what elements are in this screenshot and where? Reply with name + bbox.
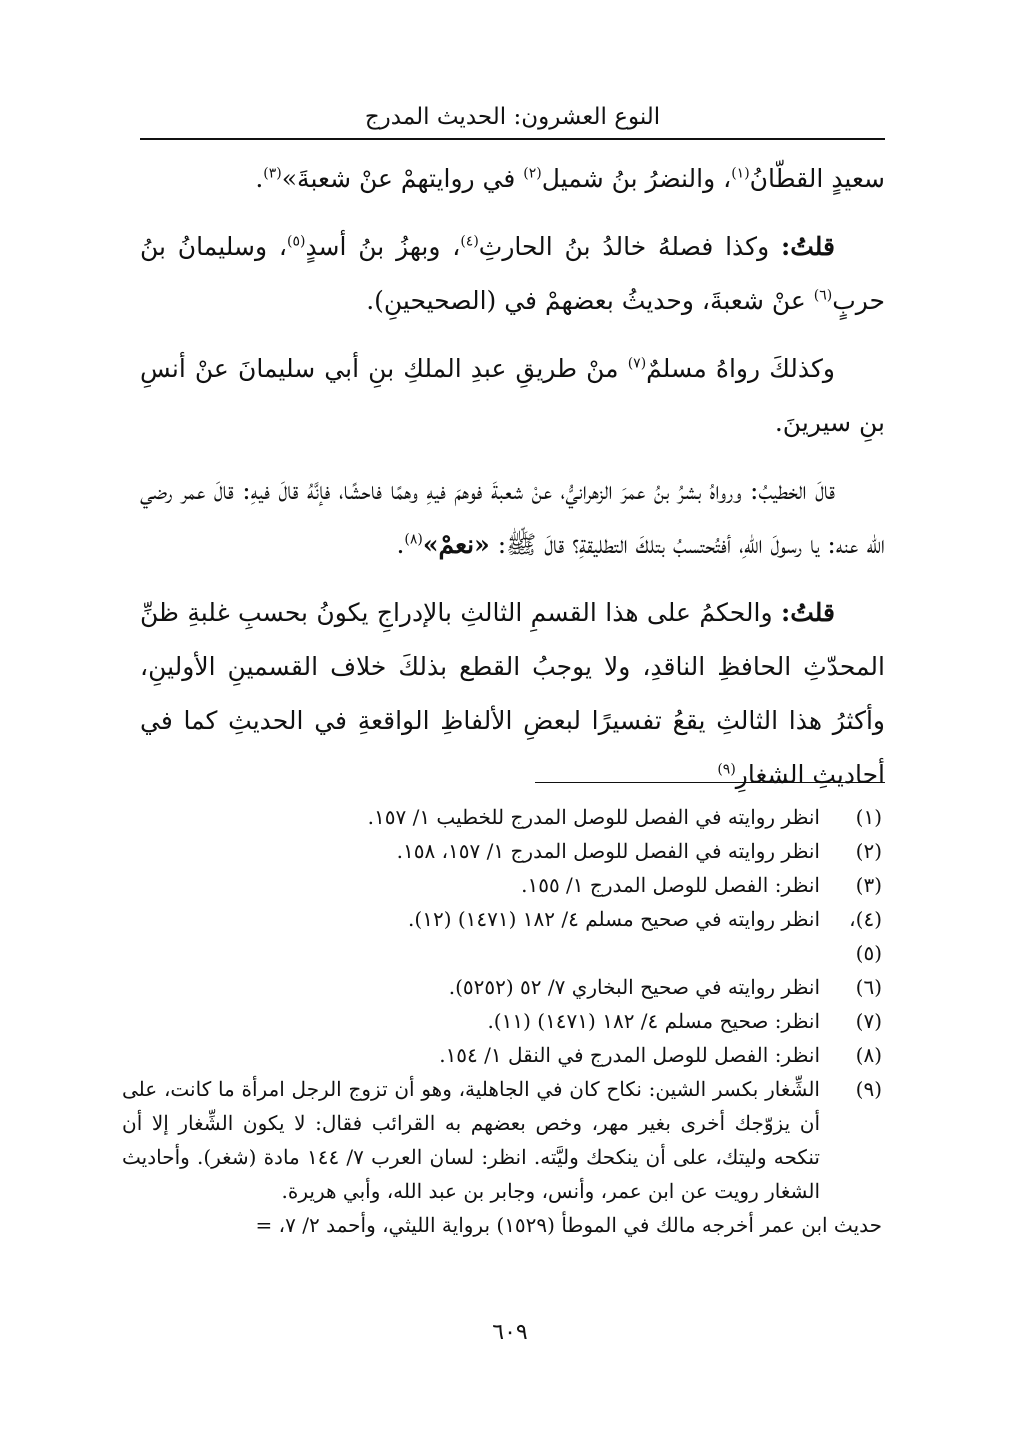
footnote-number: (٧): [855, 1009, 882, 1033]
footnote-text: انظر: صحيح مسلم ٤/ ١٨٢ (١٤٧١) (١١).: [487, 1009, 820, 1033]
footnote-item: [122, 1038, 882, 1072]
running-header: النوع العشرون: الحديث المدرج: [364, 104, 661, 130]
footnote-ref-9[interactable]: (٩): [717, 761, 736, 778]
paragraph-1: [140, 152, 885, 206]
footnote-item: [122, 1004, 882, 1038]
main-text: [140, 152, 885, 816]
text-run: منْ طريقِ عبدِ الملكِ بنِ أبي سليمانَ عنْ أنسِ بنِ سيرينَ.: [140, 354, 885, 437]
text-run: في روايتهمْ عنْ شعبةَ»: [281, 164, 524, 193]
footnote-item: [122, 868, 882, 902]
text-run: والحكمُ على هذا القسمِ الثالثِ بالإدراجِ يكونُ بحسبِ غلبةِ ظنِّ المحدّثِ الحافظِ الناقدِ، ولا يوجبُ القطع بذلكَ خلاف القسمينِ الأولينِ، وأكثرُ هذا الثالثِ يقعُ تفسيرًا لبعضِ الألفاظِ الواقعةِ في الحديثِ كما في أحاديثِ الشغارِ: [140, 598, 885, 789]
footnote-continuation: حديث ابن عمر أخرجه مالك في الموطأ (١٥٢٩) برواية الليثي، وأحمد ٢/ ٧، =: [255, 1213, 882, 1237]
footnote-ref-2[interactable]: (٢): [523, 165, 542, 182]
footnote-text: انظر روايته في الفصل للوصل المدرج للخطيب ١/ ١٥٧.: [367, 805, 820, 829]
footnote-number: (٩): [855, 1077, 882, 1101]
footnote-ref-6[interactable]: (٦): [813, 287, 833, 304]
text-run: .: [255, 164, 264, 193]
footnote-text: انظر روايته في الفصل للوصل المدرج ١/ ١٥٧، ١٥٨.: [396, 839, 820, 863]
footnote-divider: [535, 782, 885, 783]
footnote-ref-5[interactable]: (٥): [286, 233, 306, 250]
text-run: ، والنضرُ بنُ شميل: [541, 164, 732, 193]
page-number: ٦٠٩: [492, 1320, 528, 1345]
paragraph-3: [140, 342, 885, 450]
footnote-item: [122, 800, 882, 834]
footnote-item: [122, 1072, 882, 1208]
quoted-answer: «نعمْ»: [422, 530, 490, 559]
footnote-text: الشِّغار بكسر الشين: نكاح كان في الجاهلية، وهو أن تزوج الرجل امرأة ما كانت، على أن يزوّجك أخرى بغير مهر، وخص بعضهم به القرائب فقال: لا يكون الشِّغار إلا أن تنكحه وليتك، على أن ينكحك وليَّته. انظر: لسان العرب ٧/ ١٤٤ مادة (شغر). وأحاديث الشغار رويت عن ابن عمر، وأنس، وجابر بن عبد الله، وأبي هريرة.: [122, 1077, 821, 1203]
footnote-ref-4[interactable]: (٤): [460, 233, 479, 250]
footnote-item: [122, 970, 882, 1004]
footnotes: [122, 800, 882, 1242]
footnote-ref-8[interactable]: (٨): [404, 531, 423, 548]
text-run: ، وسليمانُ بنُ حربٍ: [140, 232, 885, 315]
paragraph-2: [140, 220, 885, 328]
footnote-ref-3[interactable]: (٣): [263, 165, 282, 182]
text-run: وكذلكَ رواهُ مسلمٌ: [646, 354, 835, 383]
footnote-text: انظر: الفصل للوصل المدرج في النقل ١/ ١٥٤.: [439, 1043, 820, 1067]
text-run: وكذا فصلهُ خالدُ بنُ الحارثِ: [478, 232, 781, 261]
footnote-item: [122, 902, 882, 970]
text-run: قالَ الخطيبُ: ورواهُ بشرُ بنُ عمرَ الزهرانيُّ، عنْ شعبةَ فوهمَ فيهِ وهمًا فاحشًا، فإنَّهُ قالَ فيهِ: قالَ عمر رضي الله عنه: يا رسولَ اللهِ، أفتُحتسبُ بتلكَ التطليقةِ؟ قالَ ﷺ:: [140, 476, 885, 559]
header-divider: [140, 138, 885, 140]
paragraph-4: [140, 464, 885, 572]
footnote-number: (٨): [855, 1043, 882, 1067]
lead-word: قلتُ:: [780, 598, 835, 627]
footnote-ref-7[interactable]: (٧): [627, 355, 647, 372]
footnote-ref-1[interactable]: (١): [731, 165, 750, 182]
footnote-text: انظر روايته في صحيح مسلم ٤/ ١٨٢ (١٤٧١) (١٢).: [408, 907, 820, 931]
footnote-text: انظر روايته في صحيح البخاري ٧/ ٥٢ (٥٢٥٢).: [448, 975, 820, 999]
lead-word: قلتُ:: [780, 232, 835, 261]
footnote-text: انظر: الفصل للوصل المدرج ١/ ١٥٥.: [521, 873, 820, 897]
footnote-number: (٢): [855, 839, 882, 863]
footnote-item: [122, 834, 882, 868]
text-run: سعيدٍ القطّانُ: [749, 164, 885, 193]
text-run: .: [396, 530, 405, 559]
text-run: ، وبهزُ بنُ أسدٍ: [305, 232, 461, 261]
footnote-number: (٤)، (٥): [849, 907, 882, 965]
footnote-number: (١): [855, 805, 882, 829]
text-run: عنْ شعبةَ، وحديثُ بعضهمْ في (الصحيحينِ).: [366, 286, 814, 315]
footnote-number: (٣): [855, 873, 882, 897]
paragraph-5: [140, 586, 885, 802]
footnote-number: (٦): [855, 975, 882, 999]
